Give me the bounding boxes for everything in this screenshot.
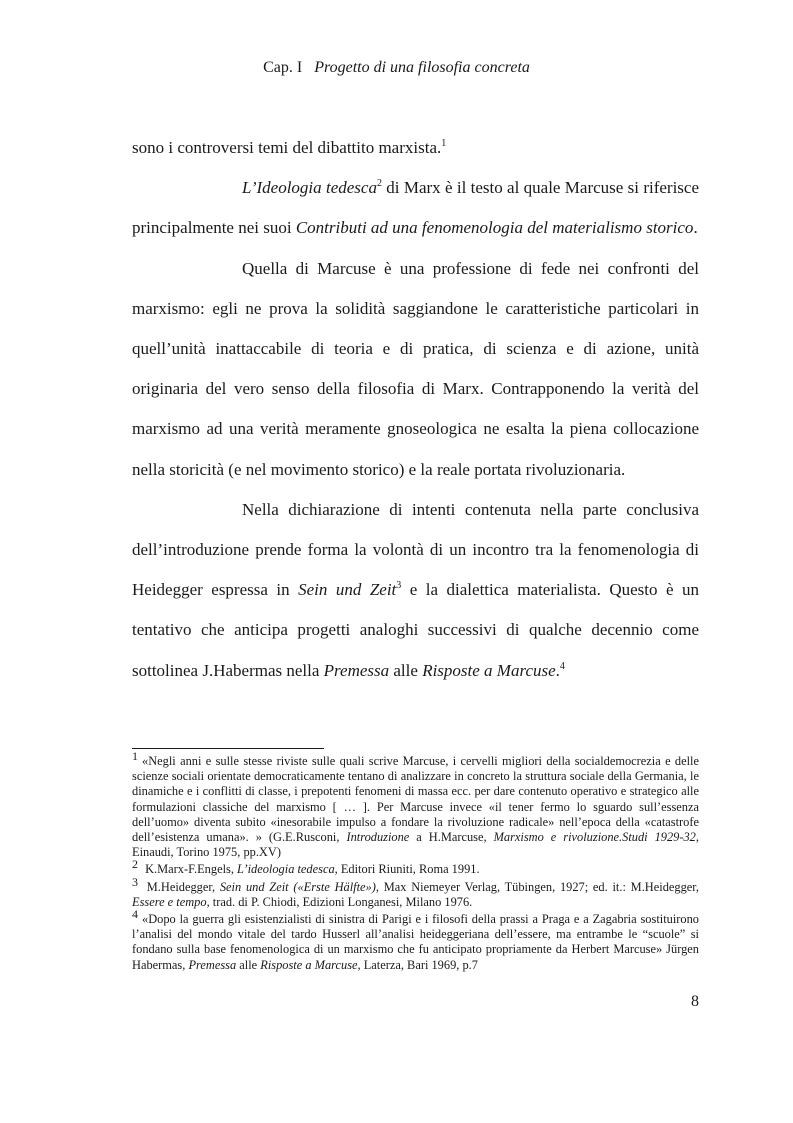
paragraph-continuation [132,128,699,168]
work-title: Sein und Zeit [298,580,397,600]
footnote-text: M.Heidegger, [142,879,220,894]
footnote-text: , Editori Riuniti, Roma 1991. [334,862,480,877]
paragraph-text: Quella di Marcuse è una professione di fede nei confronti del marxismo: egli ne prova la solidità saggiandone le caratteristiche particolari in quell’unità inattaccabile di teoria e di pratica, di scienza e di azione, unità originaria del vero senso della filosofia di Marx. Contrapponendo la verità del marxismo ad una verità meramente gnoseologica ne esalta la piena collocazione nella storicità (e nel movimento storico) e la reale portata rivoluzionaria. [132,258,699,479]
footnotes [132,749,700,975]
paragraph-dichiarazione [132,490,699,691]
body-text [132,128,699,691]
chapter-title: Progetto di una filosofia concreta [314,59,530,76]
paragraph-text: di Marx è il testo al quale Marcuse si riferisce principalmente nei suoi [132,178,699,238]
footnote-italic: Premessa [188,957,237,972]
footnote-text: , Einaudi, Torino 1975, pp.XV) [132,830,699,860]
work-title: Premessa [323,660,390,680]
footnote-ref-1[interactable]: 1 [441,138,447,149]
paragraph-text: sono i controversi temi del dibattito marxista. [132,138,442,157]
footnote-text: , Max Niemeyer Verlag, Tübingen, 1927; ed. it.: M.Heidegger, [375,879,700,894]
footnote-number: 2 [132,857,138,872]
work-title: Risposte a Marcuse [422,660,556,680]
footnote-italic: Marxismo e rivoluzione.Studi 1929-32 [493,830,696,845]
paragraph-text: Nella dichiarazione di intenti contenuta nella parte conclusiva dell’introduzione prende forma la volontà di un incontro tra la fenomenologia di Heidegger espressa in [132,499,699,600]
footnote-italic: Risposte a Marcuse [260,957,358,972]
footnote-text: K.Marx-F.Engels, [142,862,238,877]
work-title: L’Ideologia tedesca [242,178,377,198]
paragraph-text: . [693,218,698,238]
paragraph-text: alle [389,660,423,680]
chapter-label: Cap. I [263,59,303,76]
footnote-4 [132,907,699,973]
footnote-italic: Essere e tempo [132,894,207,909]
paragraph-text: . [555,660,560,680]
paragraph-professione [132,249,699,490]
footnote-ref-3[interactable]: 3 [396,580,402,592]
footnote-text: «Dopo la guerra gli esistenzialisti di sinistra di Parigi e i filosofi della prassi a Praga e a Zagabria sostituirono l’analisi del mondo vitale del tardo Husserl all’analisi heideggeriana dell’essere, ma entrambe le “scuole” si fondano sulla base fenomenologica di un marxismo che fu anticipato propriamente da Herbert Marcuse» Jürgen Habermas, [132,912,699,972]
footnote-3 [132,874,700,910]
footnote-number: 4 [132,907,138,922]
footnote-italic: Sein und Zeit («Erste Hälfte») [219,879,376,894]
footnote-ref-2[interactable]: 2 [376,178,382,190]
footnote-text: , Laterza, Bari 1969, p.7 [357,957,478,972]
paragraph-ideologia [132,168,699,248]
footnote-2 [132,857,699,877]
footnote-italic: L’ideologia tedesca [237,862,335,877]
footnote-ref-4[interactable]: 4 [559,660,565,672]
paragraph-text: e la dialettica materialista. Questo è un tentativo che anticipa progetti analoghi successivi di qualche decennio come sottolinea J.Habermas nella [132,580,699,680]
footnote-1 [132,749,699,860]
page-number: 8 [691,993,699,1010]
running-header [0,58,793,78]
footnote-number: 3 [132,874,138,889]
footnote-separator [132,748,324,749]
footnote-text: , trad. di P. Chiodi, Edizioni Longanesi, Milano 1976. [206,894,473,909]
footnote-italic: Introduzione [346,830,410,845]
work-title: Contributi ad una fenomenologia del materialismo storico [295,218,694,238]
footnote-text: alle [236,957,261,972]
footnote-number: 1 [132,749,138,763]
footnote-text: a H.Marcuse, [409,830,494,845]
footnote-text: «Negli anni e sulle stesse riviste sulle quali scrive Marcuse, i cervelli migliori della socialdemocrezia e delle scienze sociali orientate democraticamente tentano di analizzare in concreto la struttura sociale della Germania, le dinamiche e i conflitti di classe, i prepotenti fenomeni di massa ecc. per dare contenuto operativo e strategico alle formulazioni classiche del marxismo [ … ]. Per Marcuse invece «il tener fermo lo sguardo sull’essenza dell’uomo» diventa subito «inesorabile impulso a fondare la rivoluzione radicale» nell’epoca della «catastrofe dell’esistenza umana». » (G.E.Rusconi, [132,754,699,845]
